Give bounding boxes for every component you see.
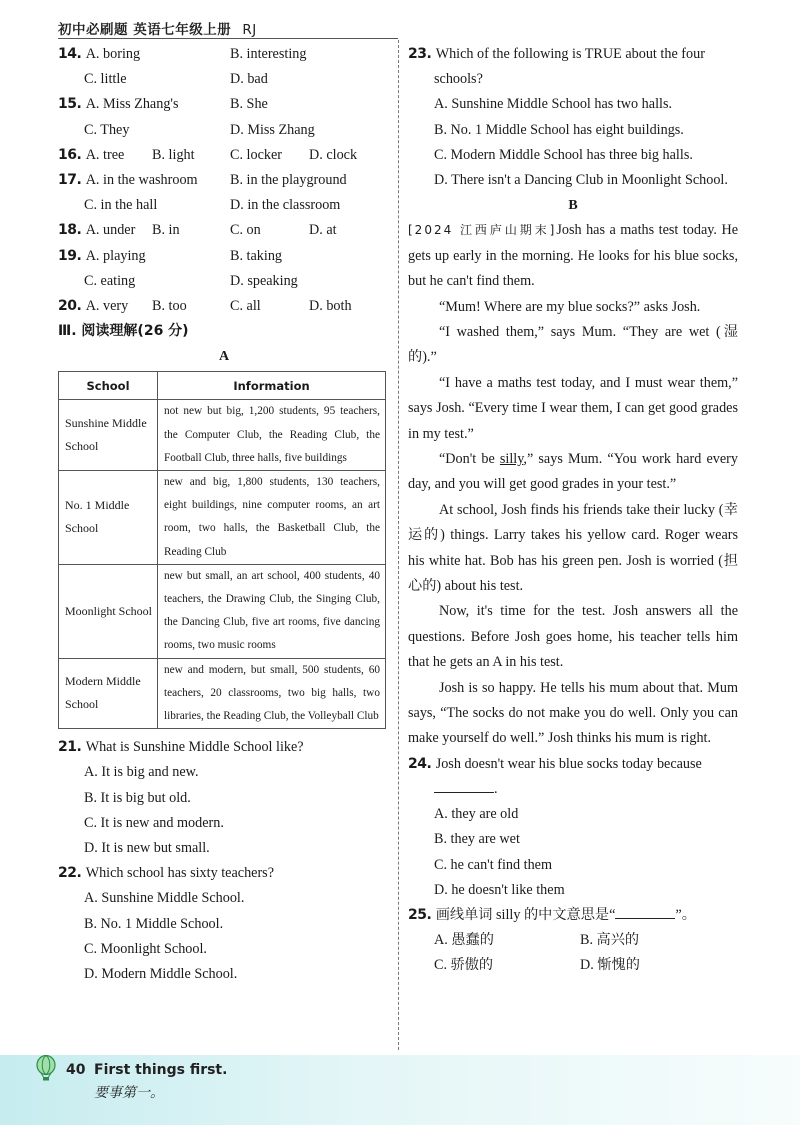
school-name: Modern Middle School	[59, 658, 158, 729]
q15-row1: 15. A. Miss Zhang's B. She	[58, 92, 390, 117]
q25-option-a: A. 愚蠢的	[434, 932, 494, 949]
q19-row2	[58, 269, 390, 294]
q25-option-c: C. 骄傲的	[434, 957, 494, 974]
q20-option-a: A. very	[85, 297, 129, 314]
q24-option-d: D. he doesn't like them	[434, 881, 565, 898]
q14-option-d: D. bad	[230, 71, 268, 88]
q19-option-b: B. taking	[230, 247, 283, 264]
q23-option-b: B. No. 1 Middle School has eight buildings.	[434, 121, 684, 138]
column-divider	[398, 40, 399, 1050]
table-row	[59, 564, 386, 658]
underlined-word: silly	[499, 451, 524, 468]
q16-row: 16. A. tree B. light C. locker D. clock	[58, 143, 390, 168]
q25-stem: 25. 画线单词 silly 的中文意思是“ ”。	[408, 903, 738, 928]
footer-slogan-english: First things first.	[94, 1062, 228, 1078]
answer-blank	[434, 778, 494, 793]
q21-stem: 21. What is Sunshine Middle School like?	[58, 739, 304, 756]
paragraph-text: “Don't be	[439, 451, 500, 468]
passage-paragraph: Now, it's time for the test. Josh answers all the questions. Before Josh goes home, his teacher tells him that he gets an A in his test.	[408, 603, 738, 671]
q22-number: 22	[58, 865, 77, 882]
q25-option-d: D. 惭愧的	[580, 957, 640, 974]
q21-question: What is Sunshine Middle School like?	[85, 739, 304, 756]
passage-paragraph	[408, 218, 738, 294]
q17-row2	[58, 193, 390, 218]
q25-row2	[408, 953, 738, 978]
passage-paragraph: “Mum! Where are my blue socks?” asks Josh.	[439, 298, 701, 315]
q20-row: 20. A. very B. too C. all D. both	[58, 294, 390, 319]
q23-option-d: D. There isn't a Dancing Club in Moonlight School.	[434, 171, 728, 188]
q16-number: 16	[58, 146, 77, 163]
q18-number: 18	[58, 222, 77, 239]
q24-blank-line: .	[408, 777, 738, 802]
q19-option-d: D. speaking	[230, 272, 298, 289]
q21-number: 21	[58, 739, 77, 756]
answer-blank	[615, 904, 675, 919]
q16-option-c: C. locker	[230, 146, 283, 163]
q22-stem: 22. Which school has sixty teachers?	[58, 865, 275, 882]
q17-option-a: A. in the washroom	[85, 171, 198, 188]
q25-question: 画线单词 silly 的中文意思是“	[435, 907, 616, 924]
q19-row1: 19. A. playing B. taking	[58, 244, 390, 269]
passage-paragraph	[408, 447, 738, 498]
school-info-table	[58, 371, 386, 729]
q25-option-b: B. 高兴的	[580, 932, 640, 949]
q15-option-c: C. They	[84, 121, 130, 138]
q18-option-d: D. at	[309, 222, 337, 239]
q16-option-d: D. clock	[309, 146, 358, 163]
paragraph-text: ,” says Mum. “You work hard every day, and you will get good grades in your test.”	[408, 451, 738, 493]
q18-option-b: B. in	[152, 222, 180, 239]
q16-option-b: B. light	[152, 146, 195, 163]
section-heading: Ⅲ. 阅读理解(26 分)	[58, 323, 189, 340]
q20-number: 20	[58, 297, 77, 314]
q24-option-c: C. he can't find them	[434, 856, 552, 873]
column-header-information: Information	[158, 372, 386, 400]
header-rule	[58, 38, 398, 39]
q14-row1: 14. A. boring B. interesting	[58, 42, 390, 67]
q17-number: 17	[58, 171, 77, 188]
q15-row2	[58, 118, 390, 143]
q19-option-c: C. eating	[84, 272, 136, 289]
table-row	[59, 658, 386, 729]
running-header	[58, 18, 257, 40]
q21-option-a: A. It is big and new.	[84, 764, 199, 781]
q15-number: 15	[58, 96, 77, 113]
q24-option-a: A. they are old	[434, 806, 519, 823]
q21-option-d: D. It is new but small.	[84, 840, 210, 857]
q17-row1: 17. A. in the washroom B. in the playground	[58, 168, 390, 193]
q22-question: Which school has sixty teachers?	[85, 865, 275, 882]
q20-option-c: C. all	[230, 297, 261, 314]
q20-option-d: D. both	[309, 297, 352, 314]
q18-row: 18. A. under B. in C. on D. at	[58, 218, 390, 243]
q14-option-a: A. boring	[85, 46, 141, 62]
q23-option-a: A. Sunshine Middle School has two halls.	[434, 96, 673, 113]
passage-paragraph: “I washed them,” says Mum. “They are wet (湿的).”	[408, 323, 738, 366]
school-info: new but small, an art school, 400 students, 40 teachers, the Drawing Club, the Singing Club, the Dancing Club, five art rooms, five dancing rooms, two music rooms	[158, 564, 386, 658]
passage-b-label: B	[568, 198, 578, 214]
table-header-row	[59, 372, 386, 400]
q23-number: 23	[408, 46, 427, 62]
school-name: No. 1 Middle School	[59, 471, 158, 565]
q22-option-d: D. Modern Middle School.	[84, 965, 238, 982]
passage-paragraph: At school, Josh finds his friends take their lucky (幸运的) things. Larry takes his yellow card. Roger wears his white hat. Bob has his green pen. Josh is worried (担心的) about his test.	[408, 501, 738, 595]
q15-option-d: D. Miss Zhang	[230, 121, 315, 138]
q24-option-b: B. they are wet	[434, 831, 520, 848]
q25-question-end: ”。	[675, 907, 696, 924]
q15-option-a: A. Miss Zhang's	[85, 96, 179, 113]
column-header-school: School	[59, 372, 158, 400]
q18-option-a: A. under	[85, 222, 136, 239]
q17-option-d: D. in the classroom	[230, 197, 341, 214]
left-column	[58, 42, 390, 987]
q24-number: 24	[408, 755, 427, 772]
q23-question: Which of the following is TRUE about the four schools?	[434, 46, 705, 88]
q19-number: 19	[58, 247, 77, 264]
passage-a-label: A	[218, 349, 230, 365]
q24-question: Josh doesn't wear his blue socks today because	[435, 755, 702, 772]
q17-option-b: B. in the playground	[230, 171, 347, 188]
school-info: new and modern, but small, 500 students, 60 teachers, 20 classrooms, two big halls, two libraries, the Reading Club, the Volleyball Club	[158, 658, 386, 729]
q24-stem: 24. Josh doesn't wear his blue socks today because	[408, 755, 702, 772]
q22-option-c: C. Moonlight School.	[84, 940, 207, 957]
q21-option-b: B. It is big but old.	[84, 789, 191, 806]
q21-option-c: C. It is new and modern.	[84, 814, 224, 831]
passage-paragraph: Josh is so happy. He tells his mum about that. Mum says, “The socks do not make you do well. Only you can make yourself do well.” Josh thinks his mum is right.	[408, 679, 738, 747]
q15-option-b: B. She	[230, 96, 268, 113]
table-row	[59, 400, 386, 471]
q18-option-c: C. on	[230, 222, 261, 239]
hot-air-balloon-icon	[34, 1055, 58, 1081]
passage-paragraph: “I have a maths test today, and I must wear them,” says Josh. “Every time I wear them, I can get good grades in my test.”	[408, 374, 738, 442]
school-info: not new but big, 1,200 students, 95 teachers, the Computer Club, the Reading Club, the Football Club, three halls, five buildings	[158, 400, 386, 471]
book-title: 初中必刷题 英语七年级上册	[58, 22, 232, 38]
q14-option-c: C. little	[84, 71, 127, 88]
q22-option-a: A. Sunshine Middle School.	[84, 890, 245, 907]
q16-option-a: A. tree	[85, 146, 125, 163]
q19-option-a: A. playing	[85, 247, 146, 264]
edition-label: RJ	[242, 22, 257, 38]
q14-row2	[58, 67, 390, 92]
q22-option-b: B. No. 1 Middle School.	[84, 915, 224, 932]
q14-number: 14	[58, 46, 77, 62]
school-name: Moonlight School	[59, 564, 158, 658]
q25-number: 25	[408, 907, 427, 924]
q20-option-b: B. too	[152, 297, 187, 314]
table-row	[59, 471, 386, 565]
paragraph-text: Josh has a maths test today. He gets up early in the morning. He looks for his blue socks, but he can't find them.	[408, 222, 739, 290]
school-name: Sunshine Middle School	[59, 400, 158, 471]
q17-option-c: C. in the hall	[84, 197, 158, 214]
q25-row1	[408, 928, 738, 953]
q23-option-c: C. Modern Middle School has three big halls.	[434, 146, 693, 163]
school-info: new and big, 1,800 students, 130 teachers, eight buildings, nine computer rooms, an art room, two halls, the Basketball Club, the Reading Club	[158, 471, 386, 565]
source-tag: [2024 江西庐山期末]	[408, 223, 557, 238]
footer-slogan-chinese: 要事第一。	[94, 1085, 164, 1101]
q14-option-b: B. interesting	[230, 46, 307, 62]
page-number: 40	[66, 1062, 86, 1078]
q23-stem: 23. Which of the following is TRUE about the four schools?	[408, 46, 705, 88]
right-column	[408, 42, 738, 979]
